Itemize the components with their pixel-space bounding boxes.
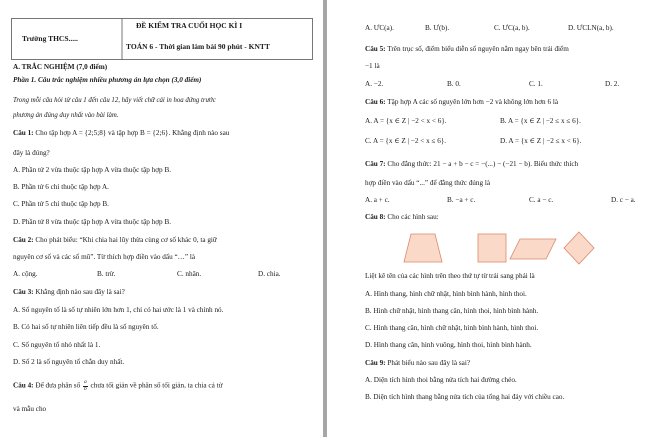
q5-option-a: A. −2. xyxy=(365,80,384,88)
q5-option-d: D. 2. xyxy=(605,80,620,88)
question-5 xyxy=(365,45,569,54)
q3-option-d: D. Số 2 là số nguyên tố chẵn duy nhất. xyxy=(13,358,125,366)
q8-option-d: D. Hình thang cân, hình vuông, hình thoi, hình bình hành. xyxy=(365,341,532,349)
question-6-text: Tập hợp A các số nguyên lớn hơn −2 và không lớn hơn 6 là xyxy=(387,98,559,106)
q7-option-d: D. c − a. xyxy=(611,196,636,204)
question-4-text-pre: Để đưa phân số xyxy=(35,381,81,390)
square-figure xyxy=(477,233,507,263)
question-6 xyxy=(365,98,558,107)
q1-option-d: D. Phần tử 8 vừa thuộc tập hợp A vừa thuộc tập hợp B. xyxy=(13,218,172,226)
q4-option-a: A. ƯC(a). xyxy=(365,24,394,32)
question-8-text: Cho các hình sau: xyxy=(387,213,439,221)
question-3-text: Khẳng định nào sau đây là sai? xyxy=(35,288,125,296)
q2-option-b: B. trừ. xyxy=(97,270,116,278)
instruction-line-2: phương án đúng duy nhất vào bài làm. xyxy=(13,112,119,119)
q3-option-c: C. Số nguyên tố nhỏ nhất là 1. xyxy=(13,341,101,349)
q7-option-c: C. a − c. xyxy=(529,196,554,204)
q6-option-c: C. A = {x ∈ Z | −2 < x ≤ 6}. xyxy=(365,137,447,145)
q8-option-c: C. Hình thang cân, hình chữ nhật, hình bình hành, hình thoi. xyxy=(365,324,539,332)
q5-option-c: C. 1. xyxy=(529,80,543,88)
q1-option-b: B. Phần tử 6 chỉ thuộc tập hợp A. xyxy=(13,183,109,191)
q4-option-b: B. Ư(b). xyxy=(425,24,450,32)
question-3-label: Câu 3: xyxy=(13,288,34,296)
parallelogram-figure xyxy=(509,238,557,260)
fraction-numerator: a xyxy=(84,379,87,385)
question-2 xyxy=(13,236,217,245)
question-4-text-post: chưa tối giản về phân số tối giản, ta chia cả tử xyxy=(90,381,223,390)
q4-option-c: C. ƯC(a, b). xyxy=(494,24,530,32)
q3-option-b: B. Có hai số tự nhiên liên tiếp đều là số nguyên tố. xyxy=(13,323,159,331)
fraction-denominator: b xyxy=(84,385,87,392)
isosceles-trapezoid-figure xyxy=(403,233,443,263)
section-a-heading: A. TRẮC NGHIỆM (7,0 điểm) xyxy=(13,63,108,71)
question-6-label: Câu 6: xyxy=(365,98,386,106)
question-8 xyxy=(365,213,439,222)
instruction-line-1: Trong mỗi câu hỏi từ câu 1 đến câu 12, hãy viết chữ cái in hoa đứng trước xyxy=(13,97,216,104)
q1-option-c: C. Phần tử 5 chỉ thuộc tập hợp B. xyxy=(13,200,109,208)
question-9-label: Câu 9: xyxy=(365,359,386,367)
q1-option-a: A. Phần tử 2 vừa thuộc tập hợp A vừa thuộc tập hợp B. xyxy=(13,166,172,174)
question-8-text-2: Liệt kê tên của các hình trên theo thứ tự từ trái sang phải là xyxy=(365,272,535,280)
q5-option-b: B. 0. xyxy=(447,80,461,88)
part1-heading: Phần 1. Câu trắc nghiệm nhiều phương án lựa chọn (3,0 điểm) xyxy=(13,76,202,84)
question-2-text-2: nguyên cơ số và các số mũ”. Từ thích hợp điền vào dấu “…” là xyxy=(13,253,196,261)
question-7-label: Câu 7: xyxy=(365,160,386,168)
question-1-label: Câu 1: xyxy=(13,129,34,137)
q2-option-c: C. nhân. xyxy=(177,270,202,278)
exam-title: ĐỀ KIỂM TRA CUỐI HỌC KÌ I xyxy=(136,21,243,30)
q7-option-b: B. −a + c. xyxy=(447,196,476,204)
question-7-text: Cho đẳng thức: 21 − a + b − c = −(...) − (−21 − b). Biểu thức thích xyxy=(387,160,579,168)
question-3 xyxy=(13,288,125,297)
exam-subject: TOÁN 6 - Thời gian làm bài 90 phút - KNTT xyxy=(126,42,270,51)
question-2-text: Cho phát biểu: “Khi chia hai lũy thừa cùng cơ số khác 0, ta giữ xyxy=(35,236,217,244)
question-5-label: Câu 5: xyxy=(365,45,386,53)
fraction-a-over-b xyxy=(83,380,88,392)
q8-option-a: A. Hình thang, hình chữ nhật, hình bình hành, hình thoi. xyxy=(365,290,527,298)
q2-option-a: A. cộng. xyxy=(13,270,38,278)
question-4-text-2: và mẫu cho xyxy=(13,405,47,413)
q9-option-b: B. Diện tích hình thang bằng nửa tích của tổng hai đáy với chiều cao. xyxy=(365,393,565,401)
q8-option-b: B. Hình chữ nhật, hình thang cân, hình thoi, hình bình hành. xyxy=(365,307,539,315)
question-1-text: Cho tập hợp A = {2;5;8} và tập hợp B = {2;6}. Khẳng định nào sau xyxy=(35,129,230,137)
question-7-text-2: hợp điền vào dấu “...” để đẳng thức đúng là xyxy=(365,179,491,187)
q6-option-a: A. A = {x ∈ Z | −2 < x < 6}. xyxy=(365,117,447,125)
rhombus-figure xyxy=(563,231,595,265)
right-page xyxy=(327,0,650,437)
q9-option-a: A. Diện tích hình thoi bằng nửa tích hai đường chéo. xyxy=(365,376,517,384)
question-9 xyxy=(365,359,470,368)
q6-option-d: D. A = {x ∈ Z | −2 ≤ x < 6}. xyxy=(500,137,582,145)
question-1 xyxy=(13,129,229,138)
q3-option-a: A. Số nguyên tố là số tự nhiên lớn hơn 1, chỉ có hai ước là 1 và chính nó. xyxy=(13,306,224,314)
question-4-label: Câu 4: xyxy=(13,381,34,390)
question-2-label: Câu 2: xyxy=(13,236,34,244)
school-name: Trường THCS..... xyxy=(22,34,78,43)
question-9-text: Phát biểu nào sau đây là sai? xyxy=(387,359,471,367)
question-8-label: Câu 8: xyxy=(365,213,386,221)
q2-option-d: D. chia. xyxy=(258,270,281,278)
question-4 xyxy=(13,380,222,392)
q7-option-a: A. a + c. xyxy=(365,196,390,204)
question-1-text-2: đây là đúng? xyxy=(13,149,50,157)
question-5-text: Trên trục số, điểm biểu diễn số nguyên nằm ngay bên trái điểm xyxy=(387,45,569,53)
left-page xyxy=(0,0,323,437)
question-7 xyxy=(365,160,578,169)
q6-option-b: B. A = {x ∈ Z | −2 ≤ x ≤ 6}. xyxy=(500,117,581,125)
q4-option-d: D. ƯCLN(a, b). xyxy=(568,24,614,32)
question-5-text-2: −1 là xyxy=(365,62,380,70)
